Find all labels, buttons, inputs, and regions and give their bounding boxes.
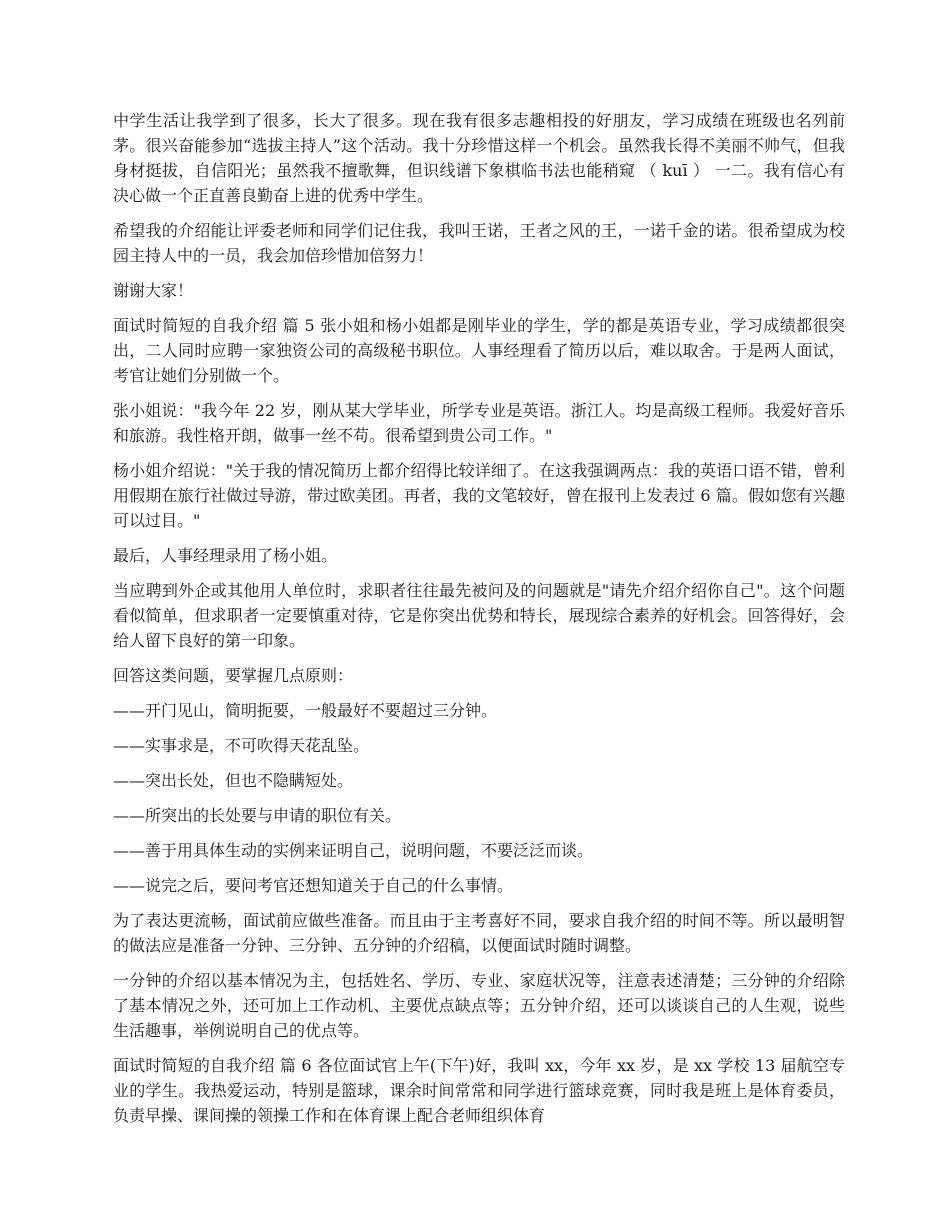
paragraph-4: 面试时简短的自我介绍 篇 5 张小姐和杨小姐都是刚毕业的学生，学的都是英语专业，学习成绩都很突出，二人同时应聘一家独资公司的高级秘书职位。人事经理看了简历以后，难以取舍。于是两人面试，考官让她们分别做一个。 (113, 316, 845, 385)
principle-3: ——突出长处，但也不隐瞒短处。 (113, 771, 354, 790)
principle-1: ——开门见山，简明扼要，一般最好不要超过三分钟。 (113, 701, 498, 720)
paragraph-5: 张小姐说："我今年 22 岁，刚从某大学毕业，所学专业是英语。浙江人。均是高级工程师。我爱好音乐和旅游。我性格开朗，做事一丝不苟。很希望到贵公司工作。" (113, 401, 845, 445)
paragraph-7: 最后，人事经理录用了杨小姐。 (113, 546, 338, 565)
paragraph-2: 希望我的介绍能让评委老师和同学们记住我，我叫王诺，王者之风的王，一诺千金的诺。很希望成为校园主持人中的一员，我会加倍珍惜加倍努力！ (113, 221, 845, 265)
paragraph-9: 回答这类问题，要掌握几点原则： (113, 666, 354, 685)
document-page (113, 108, 845, 1138)
principle-4: ——所突出的长处要与申请的职位有关。 (113, 806, 402, 825)
paragraph-6: 杨小姐介绍说："关于我的情况简历上都介绍得比较详细了。在这我强调两点：我的英语口语不错，曾利用假期在旅行社做过导游，带过欧美团。再者，我的文笔较好，曾在报刊上发表过 6 篇。假如您有兴趣可以过目。" (113, 461, 845, 530)
paragraph-16: 为了表达更流畅，面试前应做些准备。而且由于主考喜好不同，要求自我介绍的时间不等。所以最明智的做法应是准备一分钟、三分钟、五分钟的介绍稿，以便面试时随时调整。 (113, 911, 845, 955)
principle-2: ——实事求是，不可吹得天花乱坠。 (113, 736, 370, 755)
paragraph-17: 一分钟的介绍以基本情况为主，包括姓名、学历、专业、家庭状况等，注意表述清楚；三分钟的介绍除了基本情况之外，还可加上工作动机、主要优点缺点等；五分钟介绍，还可以谈谈自己的人生观，说些生活趣事，举例说明自己的优点等。 (113, 971, 845, 1040)
paragraph-18: 面试时简短的自我介绍 篇 6 各位面试官上午(下午)好，我叫 xx，今年 xx 岁，是 xx 学校 13 届航空专业的学生。我热爱运动，特别是篮球，课余时间常常和同学进行篮球竞赛，同时我是班上是体育委员，负责早操、课间操的领操工作和在体育课上配合老师组织体育 (113, 1056, 845, 1125)
paragraph-1: 中学生活让我学到了很多，长大了很多。现在我有很多志趣相投的好朋友，学习成绩在班级也名列前茅。很兴奋能参加“选拔主持人”这个活动。我十分珍惜这样一个机会。虽然我长得不美丽不帅气，但我身材挺拔，自信阳光；虽然我不擅歌舞，但识线谱下象棋临书法也能稍窥 （ kuī ） 一二。我有信心有决心做一个正直善良勤奋上进的优秀中学生。 (113, 111, 845, 205)
principle-5: ——善于用具体生动的实例来证明自己，说明问题，不要泛泛而谈。 (113, 841, 594, 860)
paragraph-8: 当应聘到外企或其他用人单位时，求职者往往最先被问及的问题就是"请先介绍介绍你自己"。这个问题看似简单，但求职者一定要慎重对待，它是你突出优势和特长，展现综合素养的好机会。回答得好，会给人留下良好的第一印象。 (113, 581, 845, 650)
principle-6: ——说完之后，要问考官还想知道关于自己的什么事情。 (113, 876, 514, 895)
paragraph-3: 谢谢大家！ (113, 281, 194, 300)
